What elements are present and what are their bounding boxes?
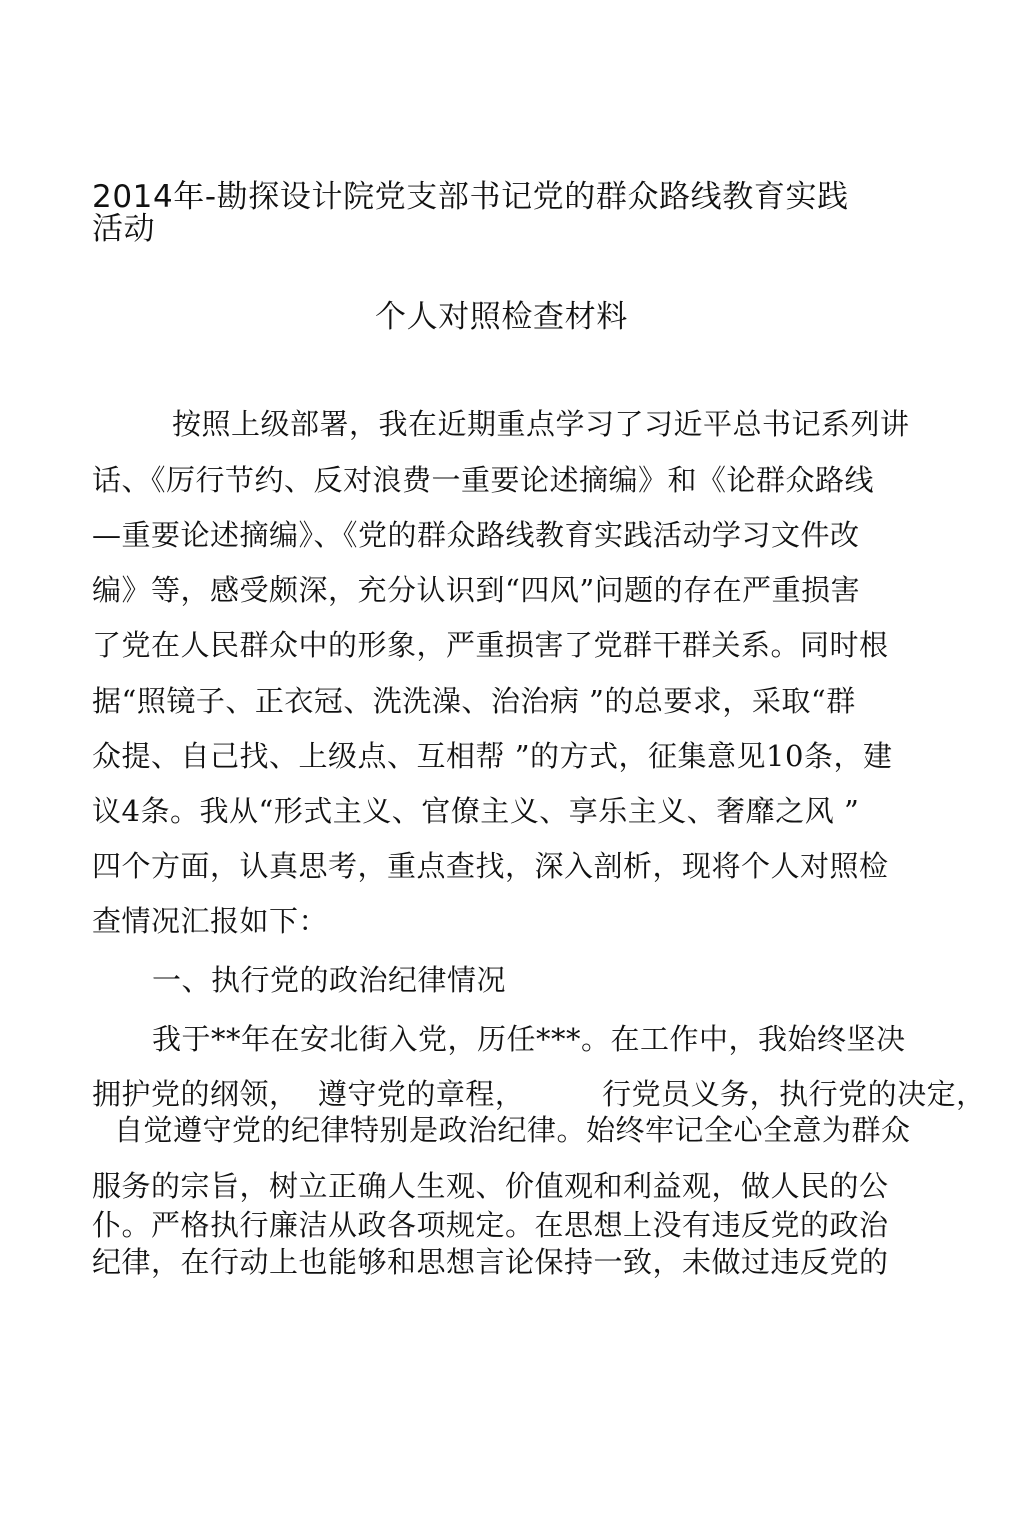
paragraph-line: 了党在人民群众中的形象，严重损害了党群干群关系。同时根: [92, 628, 889, 662]
paragraph-line: 纪律，在行动上也能够和思想言论保持一致，未做过违反党的: [92, 1245, 889, 1279]
paragraph-line: 拥护党的纲领， 遵守党的章程， 行党员义务，执行党的决定，: [92, 1077, 986, 1111]
paragraph-line: 服务的宗旨，树立正确人生观、价值观和利益观，做人民的公: [92, 1169, 889, 1203]
document-subtitle: 个人对照检查材料: [375, 299, 628, 335]
paragraph-line: 话、《厉行节约、反对浪费一重要论述摘编》和《论群众路线: [92, 463, 875, 497]
paragraph-line: 查情况汇报如下：: [92, 904, 329, 938]
section-heading: 一、执行党的政治纪律情况: [152, 963, 507, 997]
paragraph-line: 编》等，感受颇深，充分认识到“四风”问题的存在严重损害: [92, 573, 861, 607]
paragraph-line: 自觉遵守党的纪律特别是政治纪律。始终牢记全心全意为群众: [114, 1113, 911, 1147]
paragraph-line: 众提、自己找、上级点、互相帮 ”的方式，征集意见10条，建: [92, 739, 893, 773]
document-title-line-1: 2014年-勘探设计院党支部书记党的群众路线教育实践: [92, 179, 849, 215]
document-title-line-2: 活动: [92, 211, 156, 247]
paragraph-line: 我于**年在安北街入党，历任***。在工作中，我始终坚决: [152, 1022, 906, 1056]
paragraph-line: —重要论述摘编》、《党的群众路线教育实践活动学习文件改: [92, 518, 860, 552]
paragraph-line: 仆。严格执行廉洁从政各项规定。在思想上没有违反党的政治: [92, 1208, 889, 1242]
paragraph-line: 议4条。我从“形式主义、官僚主义、享乐主义、奢靡之风 ”: [92, 794, 860, 828]
paragraph-line: 四个方面，认真思考，重点查找，深入剖析，现将个人对照检: [92, 849, 889, 883]
paragraph-line: 按照上级部署，我在近期重点学习了习近平总书记系列讲: [172, 407, 910, 441]
paragraph-line: 据“照镜子、正衣冠、洗洗澡、治治病 ”的总要求，采取“群: [92, 684, 856, 718]
